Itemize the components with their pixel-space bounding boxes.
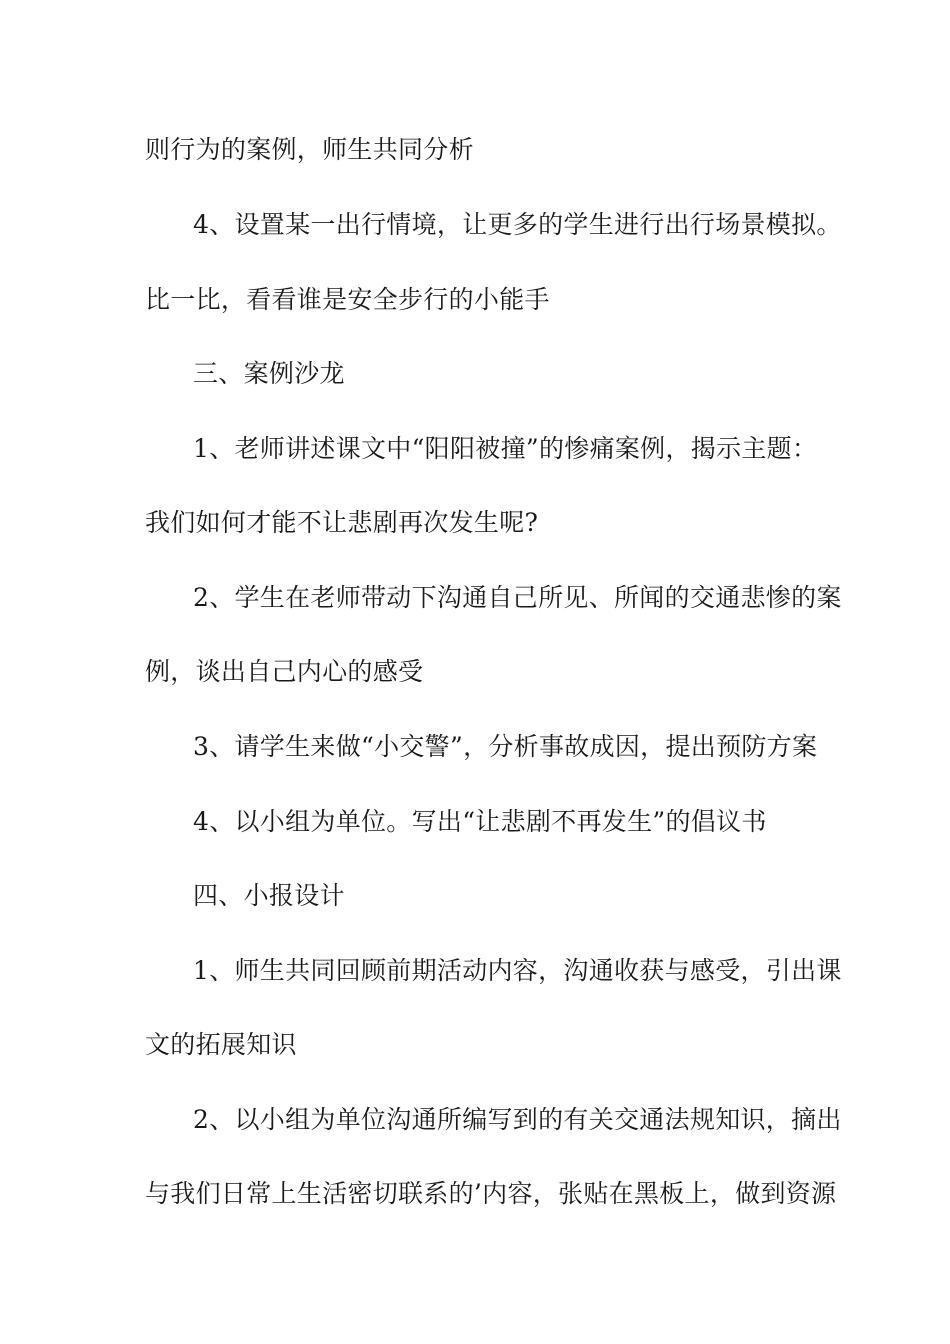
text-line: 则行为的案例，师生共同分析 [145, 135, 474, 164]
text-line: 4、以小组为单位。写出“让悲剧不再发生”的倡议书 [193, 807, 767, 836]
section-heading: 四、小报设计 [193, 881, 345, 910]
text-line: 3、请学生来做“小交警”，分析事故成因，提出预防方案 [193, 732, 818, 761]
text-line: 1、老师讲述课文中“阳阳被撞”的惨痛案例，揭示主题： [193, 434, 818, 463]
text-line: 2、以小组为单位沟通所编写到的有关交通法规知识，摘出 [193, 1105, 842, 1134]
text-line: 例，谈出自己内心的感受 [145, 657, 424, 686]
text-line: 2、学生在老师带动下沟通自己所见、所闻的交通悲惨的案 [193, 583, 842, 612]
text-line: 比一比，看看谁是安全步行的小能手 [145, 285, 550, 314]
text-line: 1、师生共同回顾前期活动内容，沟通收获与感受，引出课 [193, 956, 842, 985]
text-line: 4、设置某一出行情境，让更多的学生进行出行场景模拟。 [193, 210, 842, 239]
section-heading: 三、案例沙龙 [193, 359, 345, 388]
text-line: 我们如何才能不让悲剧再次发生呢? [145, 508, 539, 537]
text-line: 与我们日常上生活密切联系的’内容，张贴在黑板上，做到资源 [145, 1179, 837, 1208]
text-line: 文的拓展知识 [145, 1030, 297, 1059]
